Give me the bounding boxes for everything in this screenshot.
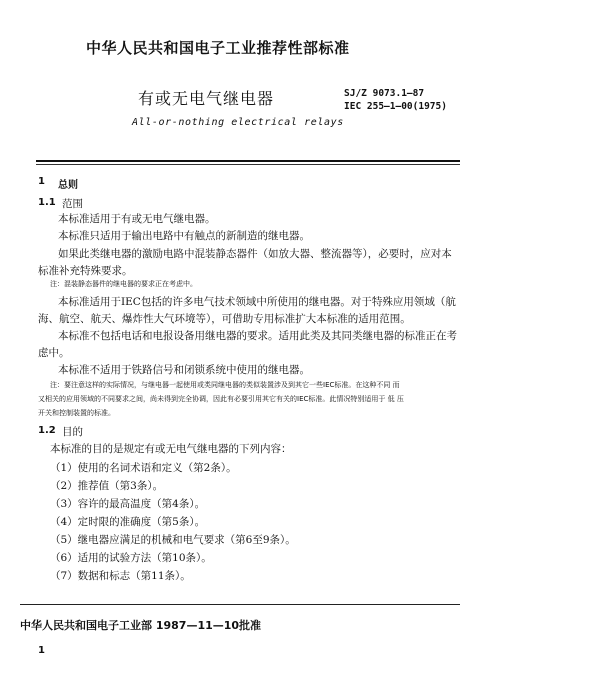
section-1-title: 总则 xyxy=(58,180,78,191)
purpose-item: （3）容许的最高温度（第4条）。 xyxy=(50,498,206,510)
subsection-1-2-title: 目的 xyxy=(62,426,83,438)
purpose-item: （2）推荐值（第3条）。 xyxy=(50,480,164,492)
subsection-1-1-title: 范围 xyxy=(62,198,83,210)
note-2-line: 注：要注意这样的实际情况，与继电器一起使用或类同继电器的类似装置涉及到其它一些IEC标准。在这种不同 而 xyxy=(50,381,400,389)
purpose-item: （4）定时限的准确度（第5条）。 xyxy=(50,516,206,528)
paragraph-line: 本标准不适用于铁路信号和闭锁系统中使用的继电器。 xyxy=(58,364,310,376)
subsection-1-2-number: 1.2 xyxy=(38,425,56,436)
purpose-item: （1）使用的名词术语和定义（第2条）。 xyxy=(50,462,237,474)
paragraph-line: 标准补充特殊要求。 xyxy=(38,265,133,277)
paragraph-line: 本标准不包括电话和电报设备用继电器的要求。适用此类及其同类继电器的标准正在考 xyxy=(58,330,457,342)
standard-code-iec: IEC 255—1—00(1975) xyxy=(344,101,447,112)
purpose-item: （5）继电器应满足的机械和电气要求（第6至9条）。 xyxy=(50,534,296,546)
note-1: 注：混装静态器件的继电器的要求正在考虑中。 xyxy=(50,280,197,288)
paragraph-line: 本标准适用于IEC包括的许多电气技术领域中所使用的继电器。对于特殊应用领域（航 xyxy=(58,296,456,308)
header-rule-thick xyxy=(36,160,460,162)
purpose-intro: 本标准的目的是规定有或无电气继电器的下列内容： xyxy=(50,443,292,455)
title-english: All-or-nothing electrical relays xyxy=(132,117,344,128)
purpose-item: （7）数据和标志（第11条）。 xyxy=(50,570,191,582)
note-2-line: 又相关的应用领域的不同要求之间，尚未得到完全协调，因此有必要引用其它有关的IEC标准。此情况特别适用于 低 压 xyxy=(38,395,404,403)
page-number: 1 xyxy=(38,645,45,656)
paragraph-line: 海、航空、航天、爆炸性大气环境等），可借助专用标准扩大本标准的适用范围。 xyxy=(38,313,411,325)
section-1-number: 1 xyxy=(38,176,45,187)
title-chinese: 有或无电气继电器 xyxy=(138,89,275,108)
subsection-1-1-number: 1.1 xyxy=(38,197,56,208)
paragraph-line: 本标准只适用于输出电路中有触点的新制造的继电器。 xyxy=(58,230,310,242)
note-2-line: 开关和控制装置的标准。 xyxy=(38,409,115,417)
document-header: 中华人民共和国电子工业推荐性部标准 xyxy=(86,39,350,57)
standard-code-sj: SJ/Z 9073.1—87 xyxy=(344,88,425,99)
paragraph-line: 如果此类继电器的激励电路中混装静态器件（如放大器、整流器等），必要时，应对本 xyxy=(58,248,452,260)
footer-rule xyxy=(20,604,460,605)
purpose-item: （6）适用的试验方法（第10条）。 xyxy=(50,552,212,564)
paragraph-line: 本标准适用于有或无电气继电器。 xyxy=(58,213,216,225)
approval-line: 中华人民共和国电子工业部 1987—11—10批准 xyxy=(20,619,262,632)
header-rule-thin xyxy=(36,164,460,165)
paragraph-line: 虑中。 xyxy=(38,347,70,359)
